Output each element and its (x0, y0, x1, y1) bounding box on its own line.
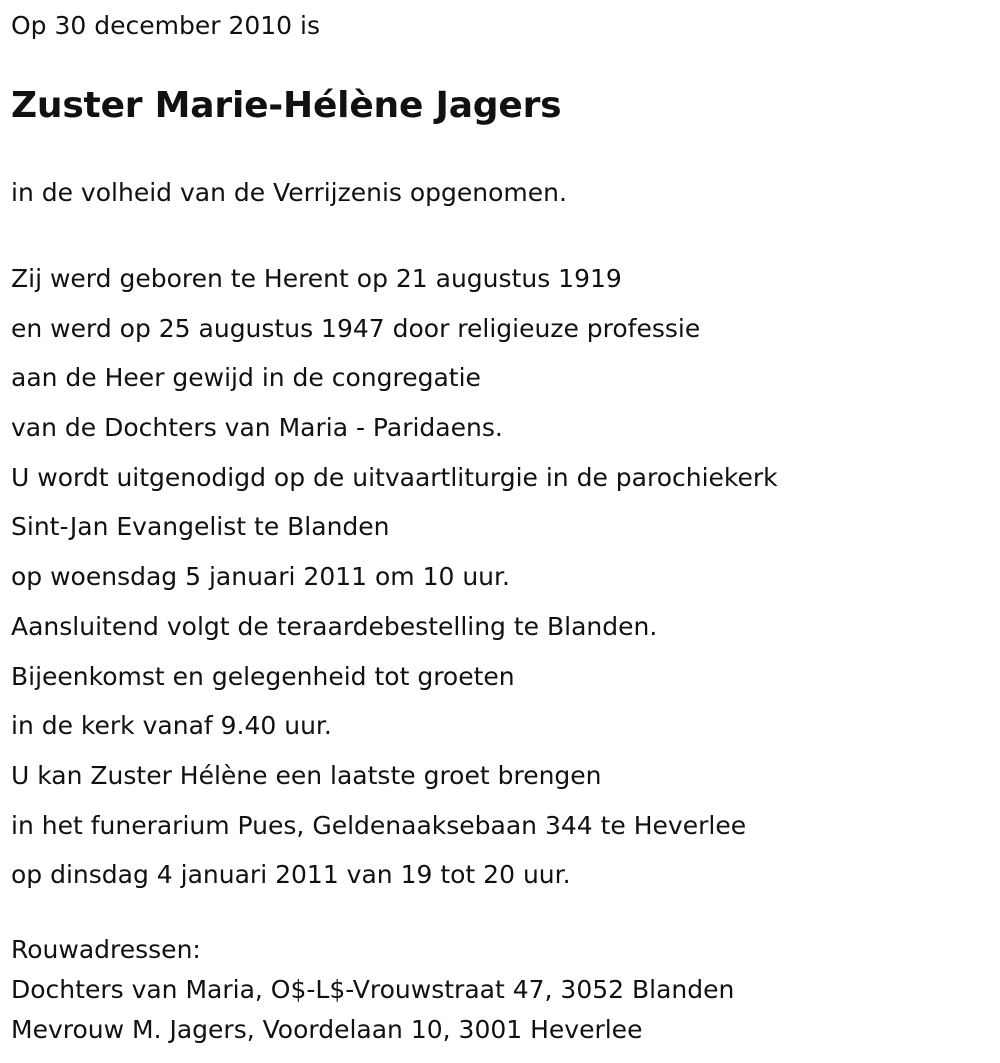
address-line: Dochters van Maria, O$-L$-Vrouwstraat 47, 3052 Blanden (11, 975, 735, 1004)
body-line: Aansluitend volgt de teraardebestelling te Blanden. (11, 611, 658, 641)
body-line: Sint-Jan Evangelist te Blanden (11, 512, 390, 542)
body-line: U wordt uitgenodigd op de uitvaartliturgie in de parochiekerk (11, 462, 778, 492)
body-line: in de kerk vanaf 9.40 uur. (11, 711, 332, 741)
body-line: in het funerarium Pues, Geldenaaksebaan 344 te Heverlee (11, 810, 747, 840)
deceased-name: Zuster Marie-Hélène Jagers (11, 85, 562, 126)
notice-body (11, 254, 778, 900)
address-list (11, 970, 734, 1050)
body-line: aan de Heer gewijd in de congregatie (11, 363, 481, 393)
body-line: en werd op 25 augustus 1947 door religieuze professie (11, 313, 701, 343)
mourning-addresses (11, 930, 734, 1050)
intro-line: Op 30 december 2010 is (11, 11, 320, 40)
subtitle-line: in de volheid van de Verrijzenis opgenomen. (11, 178, 567, 207)
body-line: U kan Zuster Hélène een laatste groet brengen (11, 760, 602, 790)
addresses-label: Rouwadressen: (11, 935, 201, 964)
body-line: van de Dochters van Maria - Paridaens. (11, 413, 503, 443)
body-line: op dinsdag 4 januari 2011 van 19 tot 20 uur. (11, 860, 571, 890)
body-line: op woensdag 5 januari 2011 om 10 uur. (11, 562, 510, 592)
address-line: Mevrouw M. Jagers, Voordelaan 10, 3001 Heverlee (11, 1015, 643, 1044)
body-line: Bijeenkomst en gelegenheid tot groeten (11, 661, 515, 691)
body-line: Zij werd geboren te Herent op 21 augustus 1919 (11, 264, 622, 293)
